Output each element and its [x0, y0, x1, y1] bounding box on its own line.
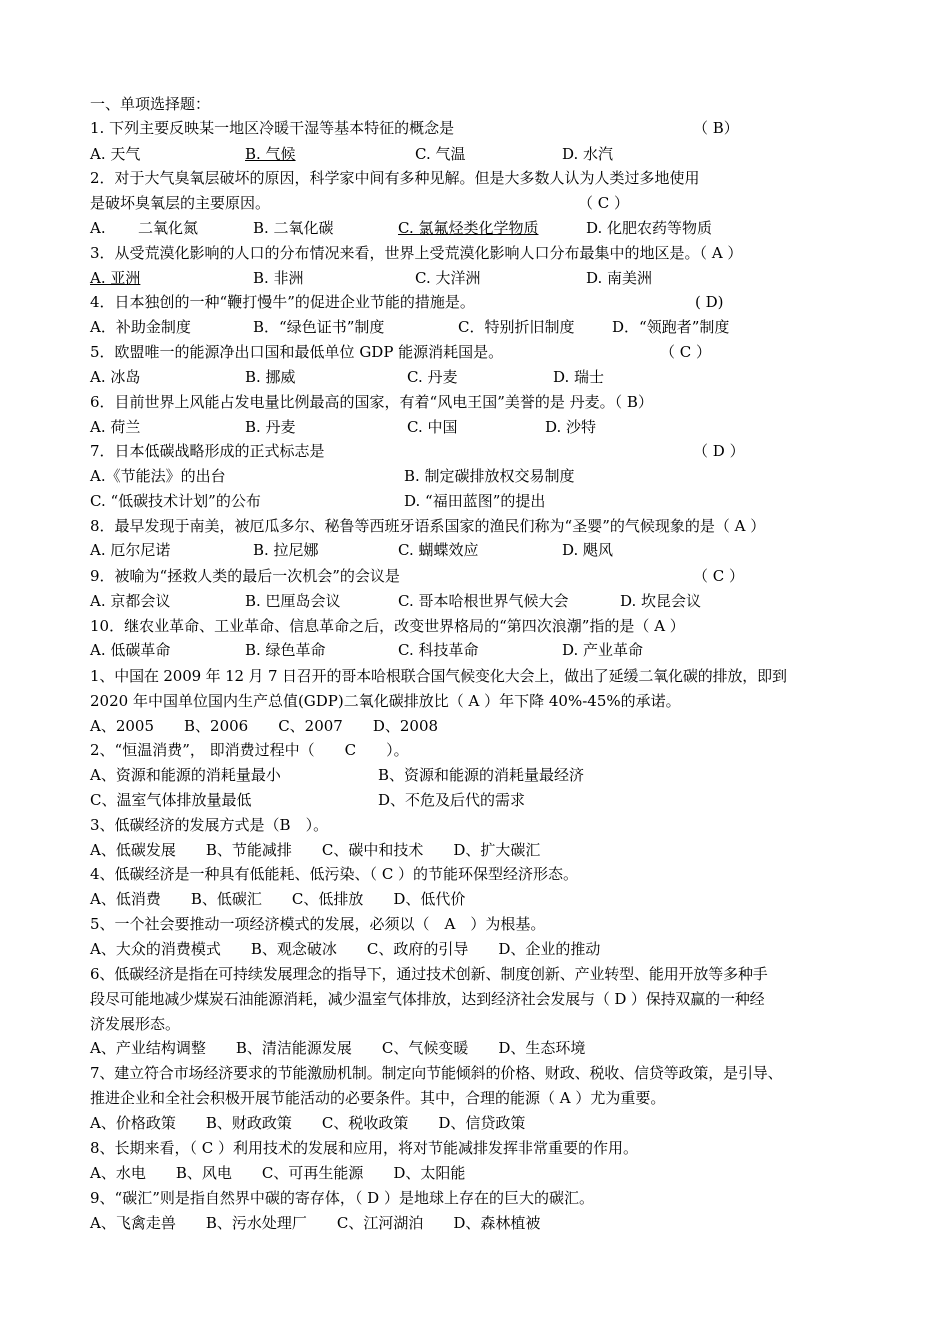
q1-option-a: A. 天气	[90, 145, 141, 163]
p2-question-6-line-1: 6、低碳经济是指在可持续发展理念的指导下，通过技术创新、制度创新、产业转型、能用开放等多种手	[90, 965, 768, 983]
question-1: 1. 下列主要反映某一地区冷暖干湿等基本特征的概念是	[90, 119, 455, 137]
answer-q1: （ B）	[693, 119, 739, 137]
p2-question-4-options: A、低消费 B、低碳汇 C、低排放 D、低代价	[90, 890, 466, 908]
p2-question-8: 8、长期来看，（ C ）利用技术的发展和应用，将对节能减排发挥非常重要的作用。	[90, 1139, 639, 1157]
p2-q2-option-a: A、资源和能源的消耗量最小	[90, 766, 281, 784]
p2-question-9: 9、“碳汇”则是指自然界中碳的寄存体，（ D ）是地球上存在的巨大的碳汇。	[90, 1189, 594, 1207]
q1-option-d: D. 水汽	[562, 145, 614, 163]
p2-question-7-line-1: 7、建立符合市场经济要求的节能激励机制。制定向节能倾斜的价格、财政、税收、信贷等政策，是引导、	[90, 1064, 783, 1082]
question-9: 9．被喻为“拯救人类的最后一次机会”的会议是	[90, 567, 400, 585]
answer-q9: （ C ）	[693, 567, 745, 585]
question-2-line-2: 是破坏臭氧层的主要原因。	[90, 194, 271, 212]
q7-option-c: C. “低碳技术计划”的公布	[90, 492, 261, 510]
answer-q5: （ C ）	[660, 343, 712, 361]
p2-question-7-options: A、价格政策 B、财政政策 C、税收政策 D、信贷政策	[90, 1114, 526, 1132]
q4-option-d: D．“领跑者”制度	[612, 318, 730, 336]
q3-option-c: C. 大洋洲	[415, 269, 481, 287]
q5-option-a: A. 冰岛	[90, 368, 141, 386]
q2-option-a-label: A.	[90, 219, 106, 237]
q7-option-d: D. “福田蓝图”的提出	[404, 492, 546, 510]
p2-question-5-options: A、大众的消费模式 B、观念破冰 C、政府的引导 D、企业的推动	[90, 940, 601, 958]
q10-option-c: C. 科技革命	[398, 641, 479, 659]
q9-option-c: C. 哥本哈根世界气候大会	[398, 592, 569, 610]
q2-option-c: C. 氯氟烃类化学物质	[398, 219, 539, 237]
p2-question-8-options: A、水电 B、风电 C、可再生能源 D、太阳能	[90, 1164, 466, 1182]
q4-option-a: A．补助金制度	[90, 318, 191, 336]
q8-option-b: B. 拉尼娜	[253, 541, 319, 559]
p2-question-1-line-2: 2020 年中国单位国内生产总值(GDP)二氧化碳排放比（ A ）年下降 40%-45%的承诺。	[90, 692, 681, 710]
answer-q7: （ D ）	[693, 442, 745, 460]
q1-option-b: B. 气候	[245, 145, 296, 163]
question-6: 6．目前世界上风能占发电量比例最高的国家，有着“风电王国”美誉的是 丹麦。（ B）	[90, 393, 653, 411]
p2-q2-option-c: C、温室气体排放量最低	[90, 791, 252, 809]
q9-option-a: A. 京都会议	[90, 592, 171, 610]
p2-question-6-options: A、产业结构调整 B、清洁能源发展 C、气候变暖 D、生态环境	[90, 1039, 586, 1057]
p2-question-5: 5、一个社会要推动一项经济模式的发展，必须以（ A ）为根基。	[90, 915, 546, 933]
p2-question-3-options: A、低碳发展 B、节能减排 C、碳中和技术 D、扩大碳汇	[90, 841, 541, 859]
q3-option-b: B. 非洲	[253, 269, 304, 287]
p2-question-2: 2、“恒温消费”， 即消费过程中（ C ）。	[90, 741, 409, 759]
q1-option-c: C. 气温	[415, 145, 466, 163]
q2-option-d: D. 化肥农药等物质	[586, 219, 713, 237]
q7-option-b: B. 制定碳排放权交易制度	[404, 467, 575, 485]
q8-option-c: C. 蝴蝶效应	[398, 541, 479, 559]
p2-question-3: 3、低碳经济的发展方式是（B ）。	[90, 816, 329, 834]
p2-question-9-options: A、飞禽走兽 B、污水处理厂 C、江河湖泊 D、森林植被	[90, 1214, 541, 1232]
question-8: 8．最早发现于南美，被厄瓜多尔、秘鲁等西班牙语系国家的渔民们称为“圣婴”的气候现象的是（ A ）	[90, 517, 766, 535]
q7-option-a: A.《节能法》的出台	[90, 467, 226, 485]
q9-option-b: B. 巴厘岛会议	[245, 592, 341, 610]
p2-q2-option-b: B、资源和能源的消耗量最经济	[378, 766, 585, 784]
q10-option-a: A. 低碳革命	[90, 641, 171, 659]
q6-option-c: C. 中国	[407, 418, 458, 436]
p2-question-6-line-3: 济发展形态。	[90, 1015, 181, 1033]
answer-q2: （ C ）	[578, 194, 630, 212]
p2-question-1-options: A、2005 B、2006 C、2007 D、2008	[90, 717, 439, 735]
q4-option-c: C．特别折旧制度	[458, 318, 575, 336]
q10-option-d: D. 产业革命	[562, 641, 644, 659]
q3-option-a: A. 亚洲	[90, 269, 141, 287]
q4-option-b: B．“绿色证书”制度	[253, 318, 385, 336]
q6-option-d: D. 沙特	[545, 418, 597, 436]
p2-question-7-line-2: 推进企业和全社会积极开展节能活动的必要条件。其中，合理的能源（ A ）尤为重要。	[90, 1089, 666, 1107]
p2-question-4: 4、低碳经济是一种具有低能耗、低污染、（ C ）的节能环保型经济形态。	[90, 865, 579, 883]
p2-q2-option-d: D、不危及后代的需求	[378, 791, 526, 809]
question-4: 4．日本独创的一种“鞭打慢牛”的促进企业节能的措施是。	[90, 293, 475, 311]
q8-option-a: A. 厄尔尼诺	[90, 541, 171, 559]
q5-option-d: D. 瑞士	[553, 368, 605, 386]
p2-question-6-line-2: 段尽可能地减少煤炭石油能源消耗，减少温室气体排放，达到经济社会发展与（ D ）保持双赢的一种经	[90, 990, 765, 1008]
question-10: 10．继农业革命、工业革命、信息革命之后，改变世界格局的“第四次浪潮”指的是（ A ）	[90, 617, 685, 635]
question-7: 7．日本低碳战略形成的正式标志是	[90, 442, 325, 460]
p2-question-1-line-1: 1、中国在 2009 年 12 月 7 日召开的哥本哈根联合国气候变化大会上，做出了延缓二氧化碳的排放，即到	[90, 667, 787, 685]
q8-option-d: D. 飓风	[562, 541, 614, 559]
q5-option-c: C. 丹麦	[407, 368, 458, 386]
q5-option-b: B. 挪威	[245, 368, 296, 386]
q9-option-d: D. 坎昆会议	[620, 592, 702, 610]
question-2-line-1: 2．对于大气臭氧层破坏的原因，科学家中间有多种见解。但是大多数人认为人类过多地使用	[90, 169, 700, 187]
question-3: 3．从受荒漠化影响的人口的分布情况来看，世界上受荒漠化影响人口分布最集中的地区是。（ A ）	[90, 244, 743, 262]
q2-option-b: B. 二氧化碳	[253, 219, 334, 237]
section-heading: 一、单项选择题：	[90, 95, 211, 113]
q6-option-b: B. 丹麦	[245, 418, 296, 436]
q3-option-d: D. 南美洲	[586, 269, 653, 287]
q10-option-b: B. 绿色革命	[245, 641, 326, 659]
q2-option-a: 二氧化氮	[138, 219, 199, 237]
question-5: 5．欧盟唯一的能源净出口国和最低单位 GDP 能源消耗国是。	[90, 343, 504, 361]
q6-option-a: A. 荷兰	[90, 418, 141, 436]
answer-q4: ( D)	[695, 293, 724, 311]
